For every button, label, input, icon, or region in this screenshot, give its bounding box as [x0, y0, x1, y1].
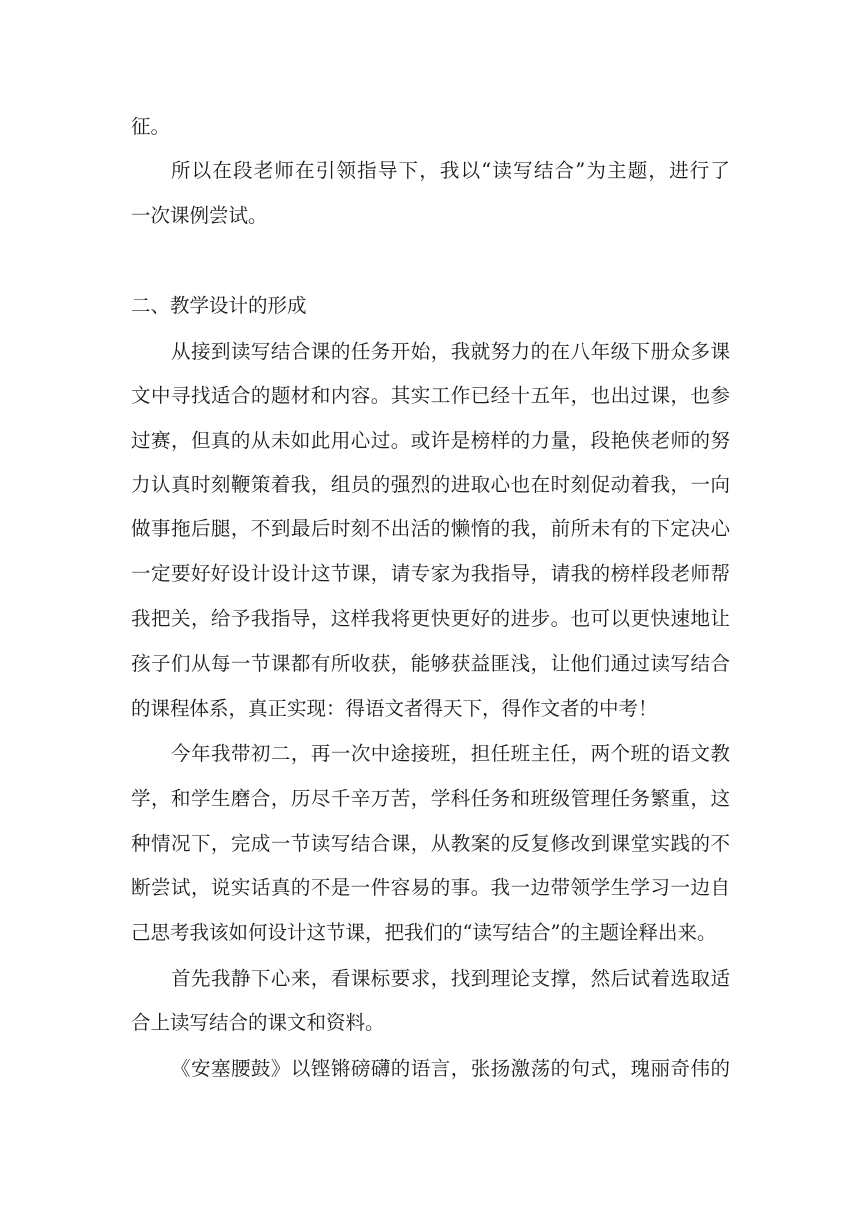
text-line: 我把关，给予我指导，这样我将更快更好的进步。也可以更快速地让 [131, 607, 730, 630]
text-line: 所以在段老师在引领指导下，我以“读写结合”为主题，进行了 [171, 159, 730, 182]
text-line: 一定要好好设计设计这节课，请专家为我指导，请我的榜样段老师帮 [131, 562, 730, 585]
text-line: 力认真时刻鞭策着我，组员的强烈的进取心也在时刻促动着我，一向 [131, 473, 730, 496]
text-line: 种情况下，完成一节读写结合课，从教案的反复修改到课堂实践的不 [131, 832, 730, 855]
text-line: 《安塞腰鼓》以铿锵磅礴的语言，张扬激荡的句式，瑰丽奇伟的 [171, 1057, 730, 1080]
section-heading: 二、教学设计的形成 [131, 294, 307, 317]
text-line: 的课程体系，真正实现：得语文者得天下，得作文者的中考！ [131, 697, 658, 720]
text-line: 从接到读写结合课的任务开始，我就努力的在八年级下册众多课 [171, 340, 730, 363]
text-line: 合上读写结合的课文和资料。 [131, 1011, 385, 1034]
text-line: 学，和学生磨合，历尽千辛万苦，学科任务和班级管理任务繁重，这 [131, 787, 730, 810]
text-line: 文中寻找适合的题材和内容。其实工作已经十五年，也出过课，也参 [131, 384, 730, 407]
text-line: 一次课例尝试。 [131, 204, 268, 227]
text-line: 己思考我该如何设计这节课，把我们的“读写结合”的主题诠释出来。 [131, 921, 717, 944]
text-line: 做事拖后腿，不到最后时刻不出活的懒惰的我，前所未有的下定决心 [131, 517, 730, 540]
text-line: 首先我静下心来，看课标要求，找到理论支撑，然后试着选取适 [171, 967, 730, 990]
text-line: 断尝试，说实话真的不是一件容易的事。我一边带领学生学习一边自 [131, 876, 730, 899]
text-line: 过赛，但真的从未如此用心过。或许是榜样的力量，段艳侠老师的努 [131, 429, 730, 452]
text-line: 征。 [131, 115, 171, 138]
text-line: 孩子们从每一节课都有所收获，能够获益匪浅，让他们通过读写结合 [131, 652, 730, 675]
text-line: 今年我带初二，再一次中途接班，担任班主任，两个班的语文教 [171, 742, 730, 765]
